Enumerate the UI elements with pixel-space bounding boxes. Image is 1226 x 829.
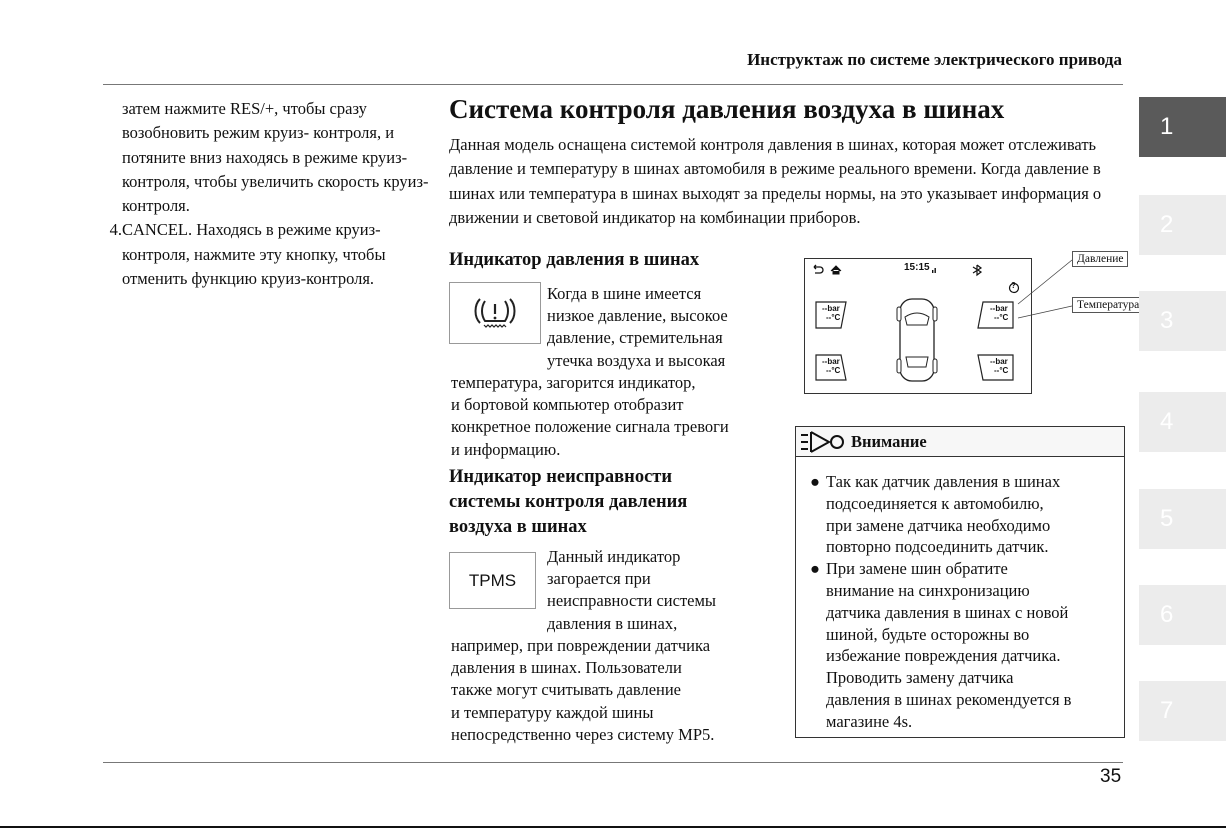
tire-pressure-warning-icon: [449, 282, 541, 344]
bullet: ●: [810, 472, 820, 491]
chapter-tab-3[interactable]: 3: [1139, 291, 1226, 351]
section1-side-text: [547, 283, 777, 372]
tire-pressure-indicator-heading: Индикатор давления в шинах: [449, 250, 700, 270]
heading-line: воздуха в шинах: [449, 517, 587, 537]
chapter-tab-7[interactable]: 7: [1139, 681, 1226, 741]
car-top-view: [897, 299, 937, 381]
warning-lamp-icon: [799, 429, 847, 455]
pressure-value: --bar: [822, 357, 840, 366]
callout-pressure: Давление: [1072, 251, 1128, 267]
tire-readout-front-left: [822, 304, 840, 322]
text-line: датчика давления в шинах с новой: [826, 602, 1069, 622]
text-line: Проводить замену датчика: [826, 668, 1014, 688]
text-line: температура, загорится индикатор,: [451, 373, 696, 392]
text-line: Данный индикатор: [547, 547, 681, 566]
header-rule: [103, 84, 1123, 85]
tire-readout-rear-right: [990, 357, 1008, 375]
text-line: и информацию.: [451, 439, 561, 459]
section-title: Система контроля давления воздуха в шинах: [449, 94, 1005, 124]
footer-rule: [103, 762, 1123, 763]
heading-line: системы контроля давления: [449, 492, 688, 512]
running-header: Инструктаж по системе электрического привода: [747, 50, 1122, 69]
text-line: шиной, будьте осторожны во: [826, 624, 1030, 644]
list-item-4: [103, 218, 433, 291]
heading-line: Индикатор неисправности: [449, 467, 673, 487]
tire-readout-rear-left: [822, 357, 840, 375]
text-line: и бортовой компьютер отобразит: [451, 395, 684, 415]
text-line: при замене датчика необходимо: [826, 515, 1051, 535]
chapter-tab-2[interactable]: 2: [1139, 195, 1226, 255]
pressure-value: --bar: [990, 304, 1008, 313]
chapter-tab-1[interactable]: 1: [1139, 97, 1226, 157]
warning-item-1: [810, 471, 1114, 558]
text-line: утечка воздуха и высокая: [547, 350, 726, 370]
pressure-value: --bar: [822, 304, 840, 313]
page-number: 35: [1100, 766, 1122, 787]
text-line: избежание повреждения датчика.: [826, 646, 1061, 666]
bluetooth-icon: [973, 265, 981, 275]
text-line: например, при повреждении датчика: [451, 636, 711, 655]
signal-icon: [932, 268, 936, 273]
continuation-text: затем нажмите RES/+, чтобы сразу возобновить режим круиз- контроля, и потяните вниз находясь в режиме круиз-контроля, чтобы увеличить скорость круиз-контроля.: [122, 99, 429, 216]
chapter-tab-4[interactable]: 4: [1139, 392, 1226, 452]
text-line: При замене шин обратите: [826, 559, 1008, 579]
warning-header: [796, 427, 1124, 457]
text-line: конкретное положение сигнала тревоги: [451, 417, 729, 437]
list-item-number: 4.: [109, 220, 122, 240]
tpms-fault-indicator-heading: [449, 465, 687, 540]
temperature-value: --°C: [826, 366, 841, 375]
section1-body-text: [451, 372, 781, 461]
text-line: давления в шинах. Пользователи: [451, 658, 682, 678]
warning-list: [796, 457, 1124, 733]
tpms-icon-label: TPMS: [468, 570, 517, 590]
text-line: непосредственно через систему MP5.: [451, 724, 715, 744]
help-glyph: ?: [1011, 281, 1016, 290]
text-line: внимание на синхронизацию: [826, 580, 1030, 600]
text-line: подсоединяется к автомобилю,: [826, 493, 1044, 513]
back-icon: [814, 265, 823, 273]
text-line: Когда в шине имеется: [547, 284, 702, 303]
callout-temperature: Температура: [1072, 297, 1144, 313]
text-line: магазине 4s.: [826, 711, 913, 731]
bullet: ●: [810, 559, 820, 579]
text-line: неисправности системы: [547, 591, 717, 611]
section2-side-text: [547, 546, 777, 635]
text-line: загорается при: [547, 569, 651, 589]
warning-item-2: [810, 558, 1114, 732]
intro-paragraph: Данная модель оснащена системой контроля давления в шинах, которая может отслеживать давление и температуру в шинах автомобиля в режиме реального времени. Когда давление в шинах или температура в шинах выходят за пределы нормы, на это указывает информация о движении и световой индикатор на комбинации приборов.: [449, 135, 1102, 227]
text-line: также могут считывать давление: [451, 680, 682, 700]
text-line: давления в шинах рекомендуется в: [826, 689, 1072, 709]
callout-leader-lines: [990, 250, 1080, 330]
pressure-value: --bar: [990, 357, 1008, 366]
tpms-fault-icon: [449, 552, 536, 609]
section2-body-text: [451, 635, 781, 746]
text-line: низкое давление, высокое: [547, 306, 728, 326]
chapter-tab-5[interactable]: 5: [1139, 489, 1226, 549]
bottom-edge-line: [0, 826, 1226, 828]
status-time: 15:15: [904, 262, 930, 273]
text-line: повторно подсоединить датчик.: [826, 537, 1049, 557]
text-line: давления в шинах,: [547, 613, 678, 633]
temperature-value: --°C: [994, 366, 1009, 375]
home-icon: [831, 266, 841, 274]
temperature-value: --°C: [826, 313, 841, 322]
chapter-tab-6[interactable]: 6: [1139, 585, 1226, 645]
warning-title: Внимание: [851, 431, 927, 451]
text-line: и температуру каждой шины: [451, 702, 654, 722]
temperature-value: --°C: [994, 313, 1009, 322]
warning-box: [795, 426, 1125, 738]
list-item-text: CANCEL. Находясь в режиме круиз-контроля, нажмите эту кнопку, чтобы отменить функцию круиз-контроля.: [122, 220, 386, 289]
text-line: Так как датчик давления в шинах: [826, 472, 1061, 491]
left-column: [103, 97, 433, 291]
text-line: давление, стремительная: [547, 328, 723, 348]
